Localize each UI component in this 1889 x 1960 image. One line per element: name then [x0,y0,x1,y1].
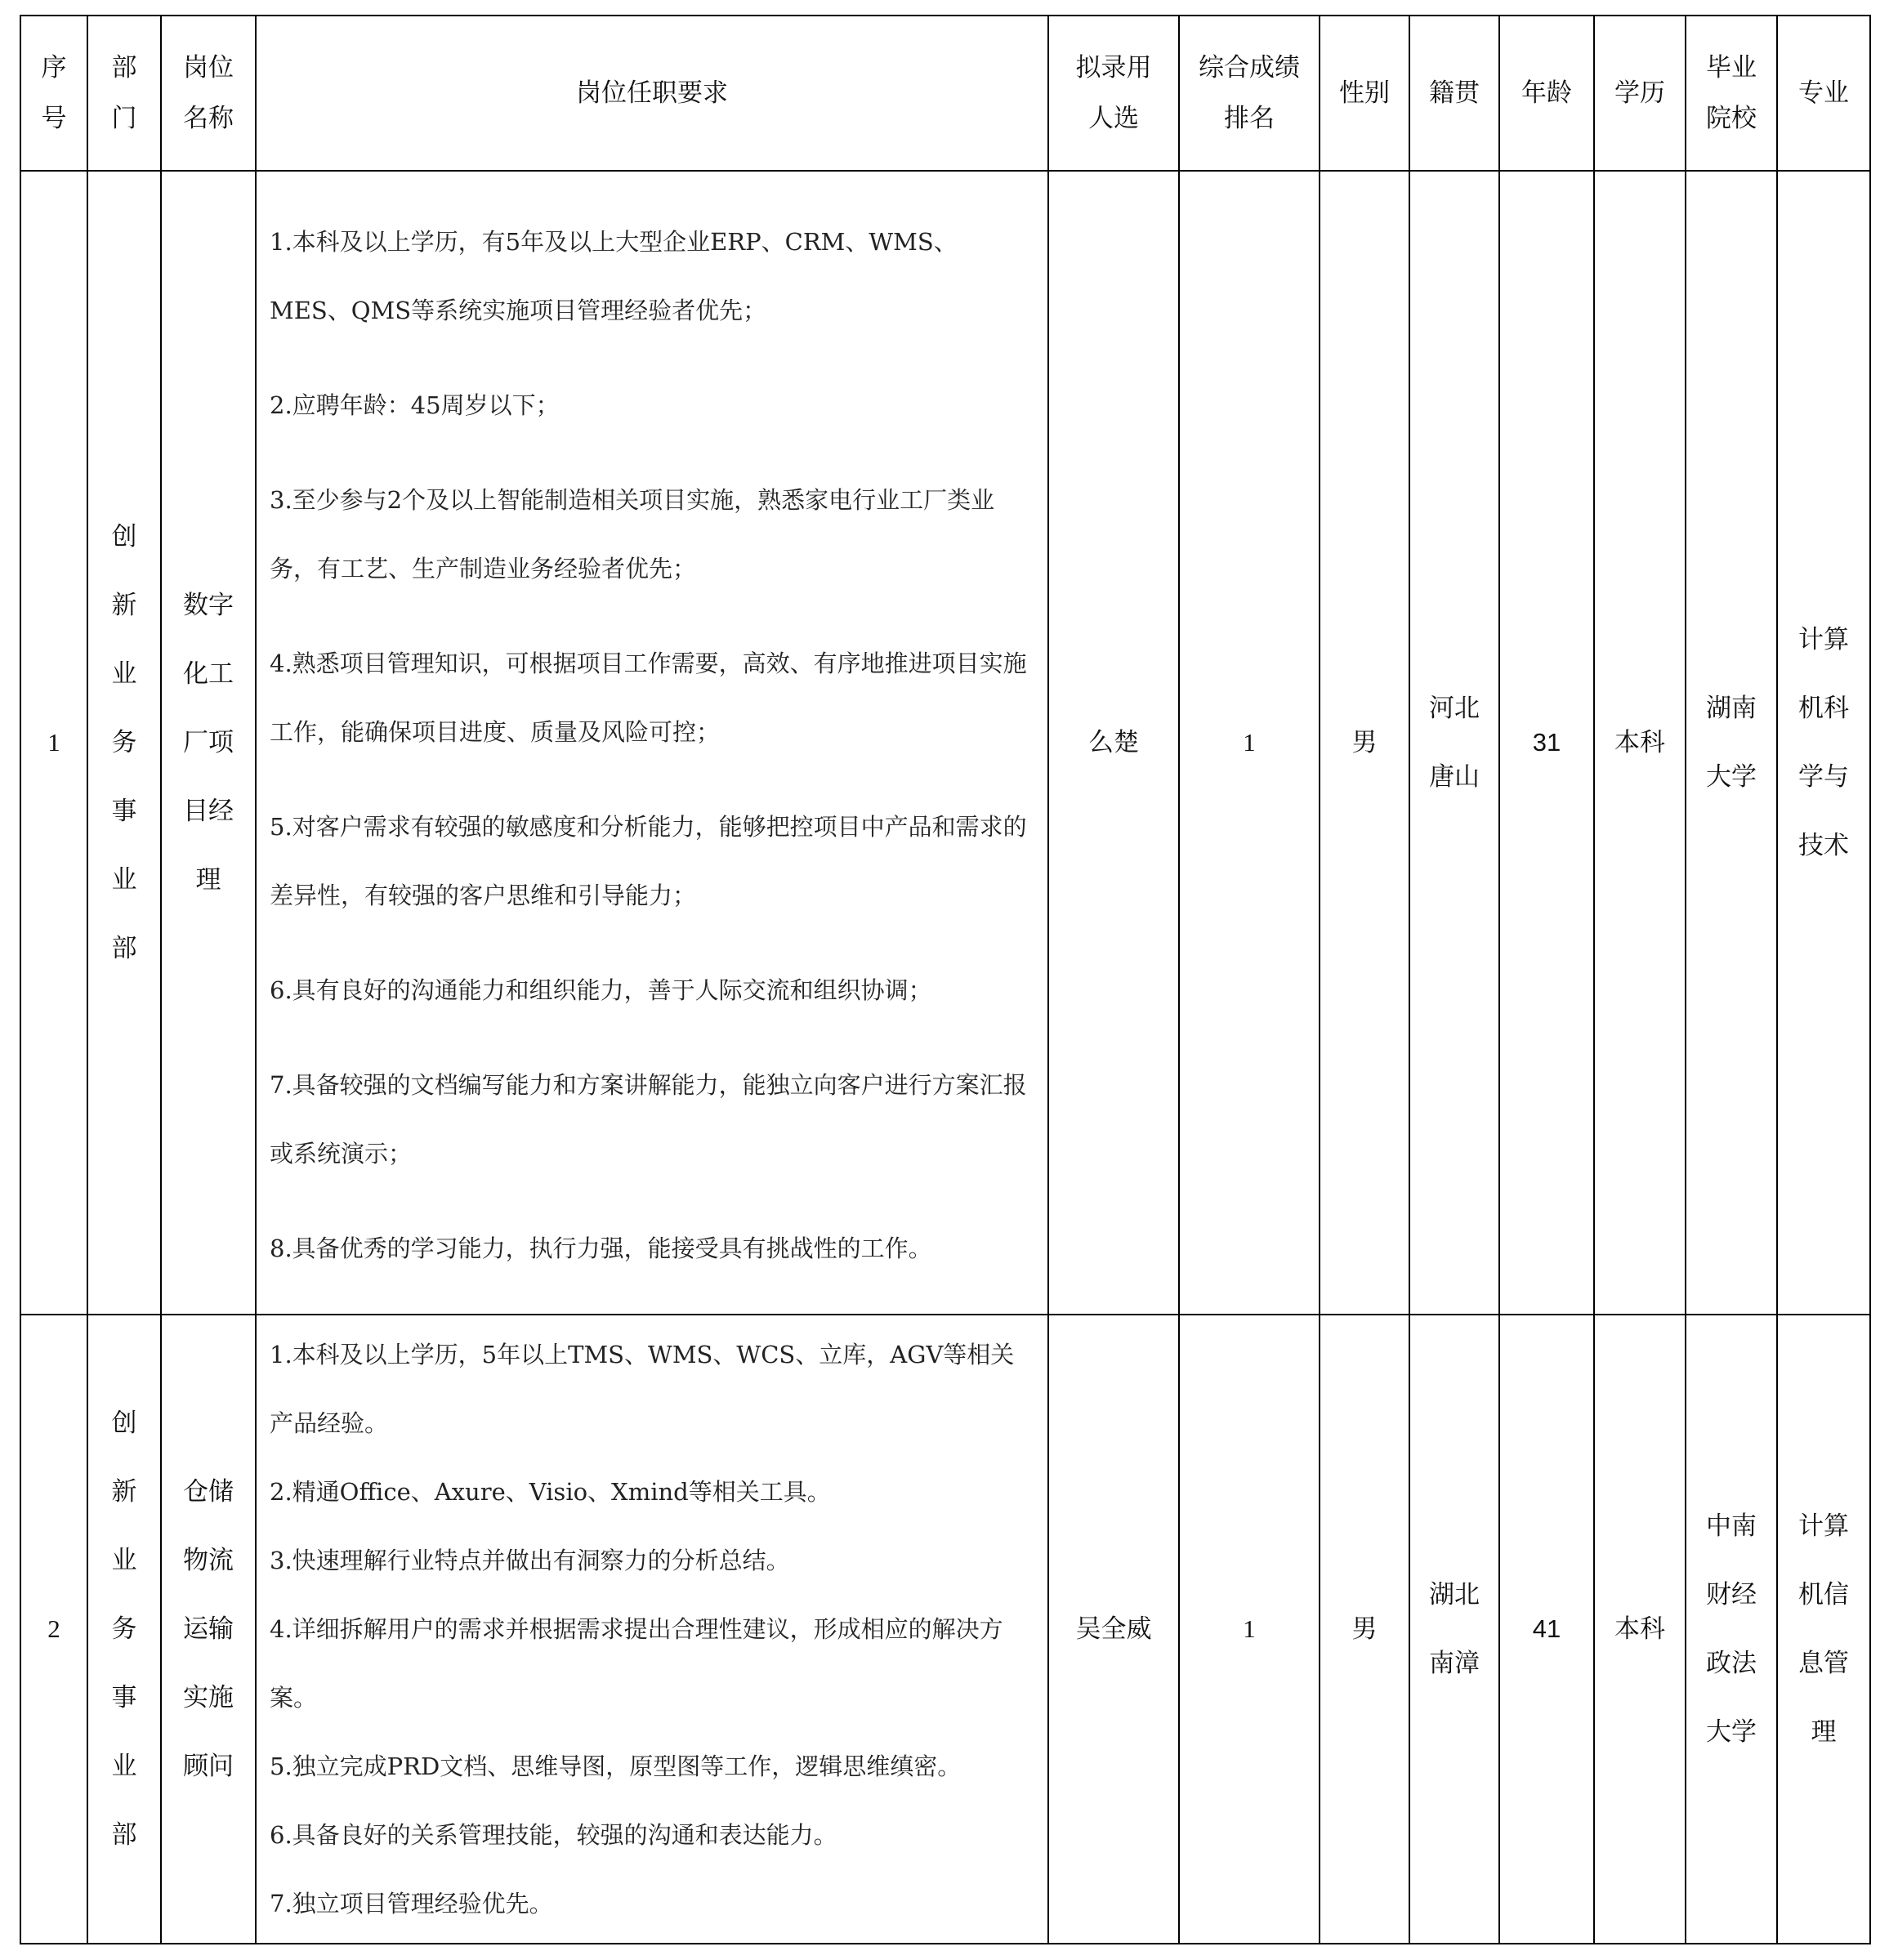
header-row [20,16,1870,171]
header-position: 岗位名称 [161,16,256,171]
cell-candidate: 吴全威 [1048,1315,1179,1944]
cell-seq: 1 [20,171,87,1315]
cell-dept: 创新业务事业部 [87,171,161,1315]
cell-position: 数字化工厂项目经理 [161,171,256,1315]
requirement-item: 4.详细拆解用户的需求并根据需求提出合理性建议，形成相应的解决方案。 [270,1615,1003,1712]
header-gender: 性别 [1320,16,1409,171]
requirement-item: 6.具有良好的沟通能力和组织能力，善于人际交流和组织协调； [270,976,932,1004]
cell-gender: 男 [1320,1315,1409,1944]
cell-rank: 1 [1179,1315,1320,1944]
cell-rank: 1 [1179,171,1320,1315]
header-dept: 部门 [87,16,161,171]
hiring-table [20,15,1871,1944]
requirement-item: 3.至少参与2个及以上智能制造相关项目实施，熟悉家电行业工厂类业务，有工艺、生产制造业务经验者优先； [270,486,995,583]
cell-school: 湖南大学 [1686,171,1777,1315]
cell-hometown: 湖北南漳 [1409,1315,1499,1944]
cell-dept: 创新业务事业部 [87,1315,161,1944]
header-age: 年龄 [1499,16,1594,171]
cell-requirements [256,171,1048,1315]
requirement-item: 2.精通Office、Axure、Visio、Xmind等相关工具。 [270,1478,831,1506]
requirement-item: 1.本科及以上学历，有5年及以上大型企业ERP、CRM、WMS、MES、QMS等系统实施项目管理经验者优先； [270,228,958,324]
requirements-list [270,172,1034,1283]
cell-education: 本科 [1594,171,1686,1315]
header-rank: 综合成绩排名 [1179,16,1320,171]
header-requirements: 岗位任职要求 [256,16,1048,171]
requirements-list [270,1315,1034,1938]
header-school: 毕业院校 [1686,16,1777,171]
cell-seq: 2 [20,1315,87,1944]
cell-major: 计算机科学与技术 [1777,171,1870,1315]
cell-candidate: 么楚 [1048,171,1179,1315]
cell-hometown: 河北唐山 [1409,171,1499,1315]
requirement-item: 1.本科及以上学历，5年以上TMS、WMS、WCS、立库，AGV等相关产品经验。 [270,1341,1015,1437]
header-major: 专业 [1777,16,1870,171]
header-hometown: 籍贯 [1409,16,1499,171]
requirement-item: 5.独立完成PRD文档、思维导图，原型图等工作，逻辑思维缜密。 [270,1752,962,1780]
requirement-item: 4.熟悉项目管理知识，可根据项目工作需要，高效、有序地推进项目实施工作，能确保项目进度、质量及风险可控； [270,650,1027,746]
table-row [20,1315,1870,1944]
requirement-item: 7.具备较强的文档编写能力和方案讲解能力，能独立向客户进行方案汇报或系统演示； [270,1071,1027,1168]
requirement-item: 8.具备优秀的学习能力，执行力强，能接受具有挑战性的工作。 [270,1234,932,1262]
header-candidate: 拟录用人选 [1048,16,1179,171]
cell-position: 仓储物流运输实施顾问 [161,1315,256,1944]
requirement-item: 2.应聘年龄：45周岁以下； [270,391,560,419]
cell-major: 计算机信息管理 [1777,1315,1870,1944]
cell-school: 中南财经政法大学 [1686,1315,1777,1944]
header-education: 学历 [1594,16,1686,171]
cell-requirements [256,1315,1048,1944]
cell-gender: 男 [1320,171,1409,1315]
requirement-item: 6.具备良好的关系管理技能，较强的沟通和表达能力。 [270,1821,837,1849]
header-seq: 序号 [20,16,87,171]
requirement-item: 3.快速理解行业特点并做出有洞察力的分析总结。 [270,1547,790,1574]
table-row [20,171,1870,1315]
cell-age: 31 [1499,171,1594,1315]
requirement-item: 7.独立项目管理经验优先。 [270,1890,553,1918]
cell-education: 本科 [1594,1315,1686,1944]
requirement-item: 5.对客户需求有较强的敏感度和分析能力，能够把控项目中产品和需求的差异性，有较强的客户思维和引导能力； [270,813,1027,909]
cell-age: 41 [1499,1315,1594,1944]
